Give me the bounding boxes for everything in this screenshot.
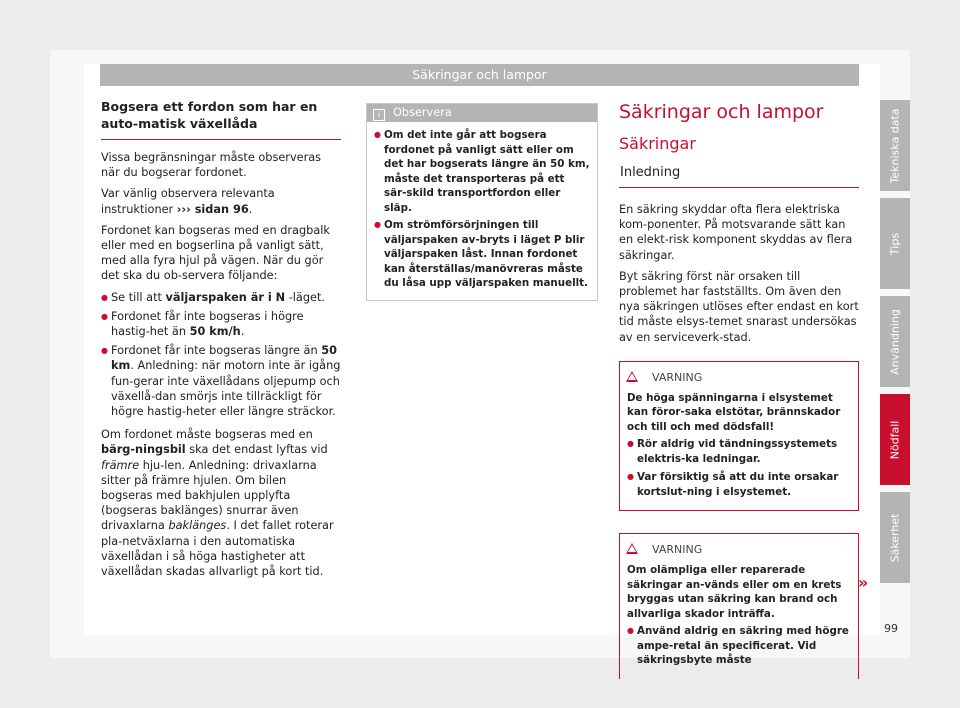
warning-box <box>619 533 859 679</box>
tab-tekniska-data[interactable]: Tekniska data <box>880 100 910 191</box>
warning-header: VARNING <box>620 540 858 559</box>
running-header: Säkringar och lampor <box>100 64 859 86</box>
warning-item: ● Var försiktig så att du inte orsakar kortslut-ning i elsystemet. <box>627 470 851 499</box>
warning-box <box>619 361 859 512</box>
middle-column <box>366 103 598 301</box>
paragraph: En säkring skyddar ofta flera elektriska kom-ponenter. På motsvarande sätt kan en elekt-risk komponent skyddas av flera säkringar. <box>619 203 853 262</box>
page-reference-link[interactable]: ››› sidan 96 <box>176 202 249 216</box>
paragraph: Om fordonet måste bogseras med en bärg-ningsbil ska det endast lyftas vid främre hju-len. Anledning: drivaxlarna sitter på främre hjulen. Om bilen bogseras med bakhjulen upplyfta (bogseras baklänges) snurrar även drivaxlarna baklänges. I det fallet roterar pla-netväxlarna i den automatiska växellådan i så höga hastigheter att växellådan skadas allvarligt på kort tid. <box>101 428 334 579</box>
paragraph: Fordonet kan bogseras med en dragbalk eller med en bogserlina på vanligt sätt, med alla fyra hjul på vägen. När du gör det ska du ob-servera följande: <box>101 223 330 283</box>
warning-text: Om olämpliga eller reparerade säkringar an-vänds eller om en krets bryggas utan säkring kan brand och allvarliga skador inträffa. <box>627 564 842 620</box>
warning-item: ● Använd aldrig en säkring med högre ampe-retal än specificerat. Vid säkringsbyte måste <box>627 624 851 668</box>
note-item: ● Om det inte går att bogsera fordonet på vanligt sätt eller om det har bogserats längre än 50 km, måste det transporteras på ett sär-skild transportfordon eller släp. <box>374 128 590 215</box>
warning-triangle-icon <box>626 543 638 554</box>
continue-marker: » <box>858 573 869 592</box>
section-title: Säkringar <box>619 134 696 153</box>
tab-anvandning[interactable]: Användning <box>880 296 910 387</box>
page-number: 99 <box>884 622 898 635</box>
tab-nodfall[interactable]: Nödfall <box>880 394 910 485</box>
section-heading: Bogsera ett fordon som har en auto-matisk växellåda <box>101 98 341 140</box>
tab-sakerhet[interactable]: Säkerhet <box>880 492 910 583</box>
right-column <box>619 100 859 701</box>
note-item: ● Om strömförsörjningen till väljarspaken av-bryts i läget P blir väljarspaken låst. Innan fordonet kan återställas/manövreras måste du låsa upp väljarspaken manuellt. <box>374 218 590 291</box>
list-item: ● Se till att väljarspaken är i N -läget. <box>101 290 341 305</box>
chapter-title: Säkringar och lampor <box>619 101 824 123</box>
list-item: ● Fordonet får inte bogseras i högre hastig-het än 50 km/h. <box>101 309 341 339</box>
paragraph: Var vänlig observera relevanta instruktioner ››› sidan 96. <box>101 187 275 216</box>
tab-tips[interactable]: Tips <box>880 198 910 289</box>
warning-text: De höga spänningarna i elsystemet kan föror-saka elstötar, brännskador och till och med dödsfall! <box>627 391 841 433</box>
paragraph: Vissa begränsningar måste observeras när du bogserar fordonet. <box>101 151 322 180</box>
warning-header: VARNING <box>620 368 858 387</box>
note-body <box>367 122 597 300</box>
subsection-heading: Inledning <box>619 164 859 188</box>
left-column <box>101 98 341 585</box>
info-icon: i <box>373 109 385 121</box>
note-box <box>366 103 598 301</box>
note-title: Observera <box>393 106 452 119</box>
paragraph: Byt säkring först när orsaken till problemet har fastställts. Om även den nya säkringen utlöses efter endast en kort tid måste elsys-temet snarast undersökas av en serviceverk-stad. <box>619 269 859 344</box>
warning-triangle-icon <box>626 371 638 382</box>
note-header <box>367 104 597 122</box>
list-item: ● Fordonet får inte bogseras längre än 50 km. Anledning: när motorn inte är igång fun-gerar inte växellådans oljepump och växellå-dan smörjs inte tillräckligt för högre hastig-heter eller längre sträckor. <box>101 343 341 419</box>
warning-body <box>620 559 858 679</box>
warning-item: ● Rör aldrig vid tändningssystemets elektris-ka ledningar. <box>627 437 851 466</box>
warning-body <box>620 387 858 511</box>
